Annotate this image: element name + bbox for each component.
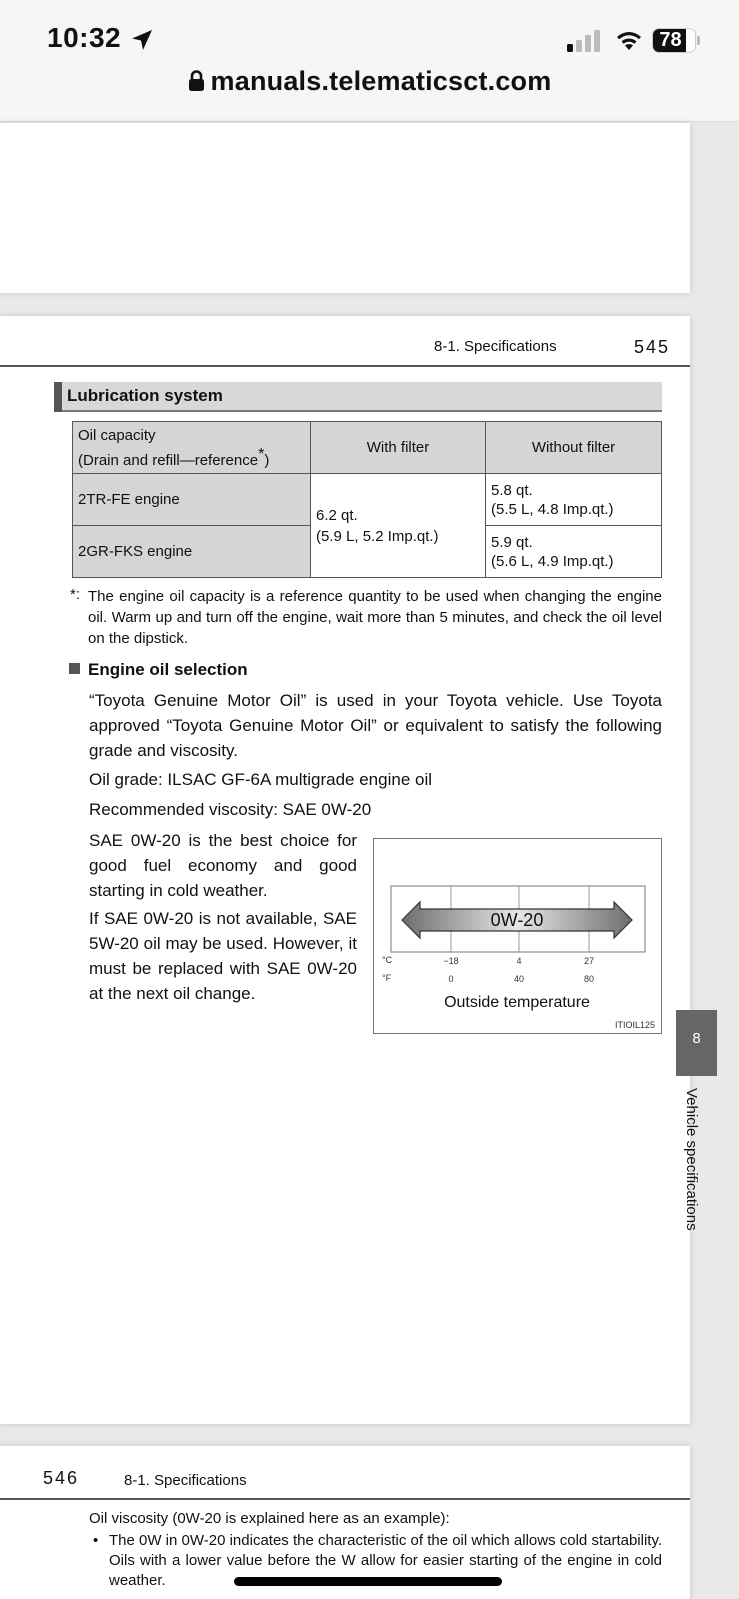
section-title: Lubrication system (67, 386, 223, 405)
bullet-dot: • (93, 1532, 99, 1549)
cellular-signal-icon (567, 30, 603, 52)
status-time: 10:32 (47, 22, 122, 53)
paragraph-genuine-oil: “Toyota Genuine Motor Oil” is used in your Toyota vehicle. Use Toyota approved “Toyota Genuine Motor Oil” or equivalent to satisfy the following grade and viscosity. (89, 691, 662, 760)
header-rule (0, 365, 690, 367)
address-bar[interactable] (0, 66, 739, 97)
paragraph-best-choice: SAE 0W-20 is the best choice for good fuel economy and good starting in cold weather. (89, 831, 357, 900)
page-section-header: 8-1. Specifications (124, 1472, 247, 1489)
square-bullet-icon (69, 663, 80, 674)
figure-code: ITIOIL125 (614, 1020, 655, 1030)
paragraph-alternative: If SAE 0W-20 is not available, SAE 5W-20 oil may be used. However, it must be replaced with SAE 0W-20 at the next oil change. (89, 909, 357, 1003)
with-filter-cell: 6.2 qt. (5.9 L, 5.2 Imp.qt.) (311, 474, 486, 578)
table-header-oil-capacity: Oil capacity (Drain and refill—reference*) (73, 422, 311, 474)
bullet-item: • The 0W in 0W-20 indicates the characteristic of the oil which allows cold startability. Oils with a lower value before the W allow for easier starting of the engine in cold weather. (93, 1532, 663, 1589)
footnote-text: The engine oil capacity is a reference quantity to be used when changing the engine oil. Warm up and turn off the engine, wait more than 5 minutes, and check the oil level on the dipstick. (88, 588, 662, 647)
header-rule (0, 1498, 690, 1500)
tick-c: 4 (516, 956, 522, 966)
unit-celsius: °C (382, 955, 393, 965)
table-header-with-filter: With filter (311, 422, 486, 474)
viscosity-intro: Oil viscosity (0W-20 is explained here as an example): (89, 1510, 450, 1527)
without-filter-cell: 5.9 qt. (5.6 L, 4.9 Imp.qt.) (486, 526, 662, 578)
engine-cell: 2GR-FKS engine (73, 526, 311, 578)
engine-cell: 2TR-FE engine (73, 474, 311, 526)
tick-f: 0 (448, 974, 454, 984)
lock-icon (188, 70, 205, 92)
page-section-header: 8-1. Specifications (434, 338, 557, 355)
location-arrow-icon (130, 28, 154, 52)
footnote-mark: *: (70, 586, 81, 603)
unit-fahrenheit: °F (382, 973, 392, 983)
oil-grade-text: Oil grade: ILSAC GF-6A multigrade engine oil (89, 770, 433, 789)
home-indicator[interactable] (234, 1577, 502, 1586)
tick-f: 80 (583, 974, 595, 984)
page-number: 546 (43, 1468, 80, 1488)
chapter-tab-label: Vehicle specifications (683, 1088, 700, 1231)
chart-caption: Outside temperature (444, 994, 590, 1011)
status-and-url-bar (0, 0, 739, 122)
footnote (70, 586, 662, 649)
tick-c: −18 (443, 956, 459, 966)
viscosity-band-label: 0W-20 (490, 910, 544, 930)
subheading: Engine oil selection (69, 660, 248, 680)
url-text: manuals.telematicsct.com (210, 66, 552, 96)
chapter-tab: 8 (676, 1010, 717, 1076)
viscosity-text: Recommended viscosity: SAE 0W-20 (89, 800, 372, 819)
page-number: 545 (634, 337, 671, 357)
without-filter-cell: 5.8 qt. (5.5 L, 4.8 Imp.qt.) (486, 474, 662, 526)
battery-indicator: 78 (652, 28, 700, 53)
previous-page-sheet (0, 123, 690, 293)
tick-f: 40 (513, 974, 525, 984)
wifi-icon (614, 28, 644, 52)
section-title-bar (54, 382, 662, 412)
tick-c: 27 (583, 956, 595, 966)
oil-capacity-table (72, 421, 662, 578)
viscosity-temperature-chart (373, 838, 662, 1034)
table-row (73, 474, 662, 526)
table-header-without-filter: Without filter (486, 422, 662, 474)
